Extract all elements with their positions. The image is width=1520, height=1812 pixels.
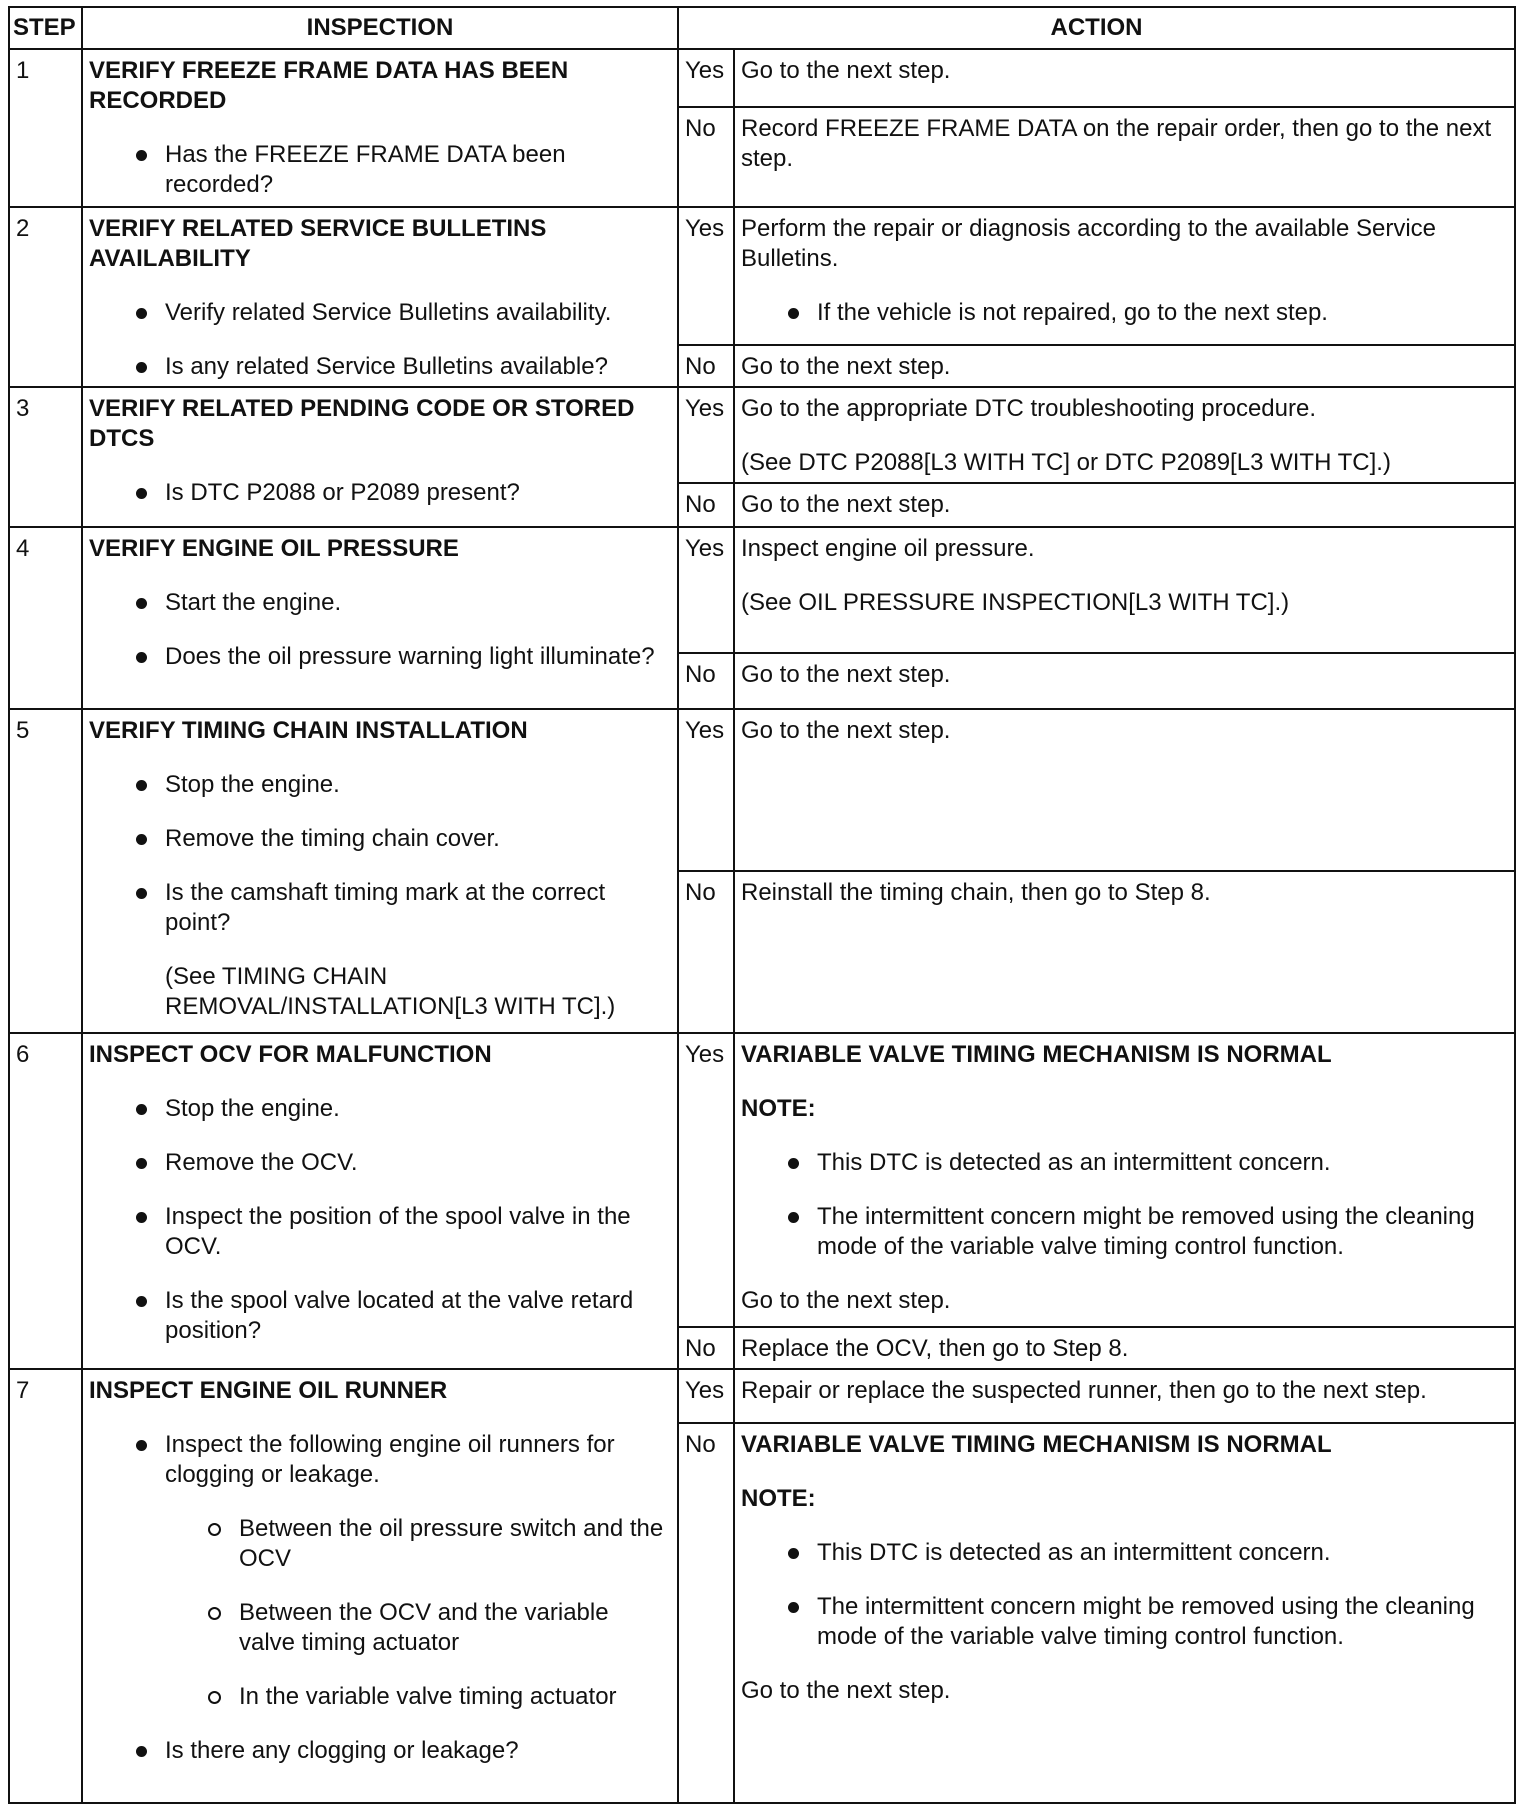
step-number: 7 <box>9 1369 82 1803</box>
step-6-yes-row <box>9 1033 1515 1327</box>
inspection-cell <box>82 527 678 709</box>
action-no: Go to the next step. <box>734 483 1515 527</box>
no-label: No <box>678 107 734 207</box>
step-1-yes-row <box>9 49 1515 107</box>
inspection-bullet: Has the FREEZE FRAME DATA been recorded? <box>89 140 671 200</box>
header-inspection: INSPECTION <box>82 7 678 49</box>
yes-label: Yes <box>678 1369 734 1423</box>
step-number: 6 <box>9 1033 82 1369</box>
action-yes <box>734 207 1515 345</box>
action-yes: Repair or replace the suspected runner, then go to the next step. <box>734 1369 1515 1423</box>
action-text: Go to the appropriate DTC troubleshooting procedure. <box>741 395 1317 422</box>
action-yes <box>734 527 1515 653</box>
yes-label: Yes <box>678 1033 734 1327</box>
yes-label: Yes <box>678 387 734 483</box>
no-label: No <box>678 871 734 1033</box>
step-number: 5 <box>9 709 82 1033</box>
step-number: 3 <box>9 387 82 527</box>
step-5-yes-row <box>9 709 1515 871</box>
step-3-yes-row <box>9 387 1515 483</box>
action-no: Go to the next step. <box>734 653 1515 709</box>
inspection-bullet: Remove the timing chain cover. <box>89 824 671 854</box>
action-title: VARIABLE VALVE TIMING MECHANISM IS NORMAL <box>741 1041 1332 1068</box>
inspection-sub-bullet: Between the oil pressure switch and the OCV <box>89 1514 671 1574</box>
action-no: Reinstall the timing chain, then go to Step 8. <box>734 871 1515 1033</box>
action-text: Inspect engine oil pressure. <box>741 535 1035 562</box>
inspection-title: VERIFY TIMING CHAIN INSTALLATION <box>89 717 528 744</box>
step-number: 4 <box>9 527 82 709</box>
yes-label: Yes <box>678 527 734 653</box>
inspection-bullet: Is the spool valve located at the valve retard position? <box>89 1286 671 1346</box>
no-label: No <box>678 483 734 527</box>
inspection-bullet: Is DTC P2088 or P2089 present? <box>89 478 671 508</box>
inspection-title: VERIFY RELATED SERVICE BULLETINS AVAILABILITY <box>89 215 547 272</box>
inspection-bullet: Remove the OCV. <box>89 1148 671 1178</box>
step-2-yes-row <box>9 207 1515 345</box>
inspection-cell <box>82 387 678 527</box>
action-reference: (See OIL PRESSURE INSPECTION[L3 WITH TC].) <box>741 589 1290 616</box>
note-bullet: The intermittent concern might be removed using the cleaning mode of the variable valve timing control function. <box>741 1202 1508 1262</box>
step-4-yes-row <box>9 527 1515 653</box>
action-text: Perform the repair or diagnosis according to the available Service Bulletins. <box>741 215 1437 272</box>
note-bullet: The intermittent concern might be removed using the cleaning mode of the variable valve timing control function. <box>741 1592 1508 1652</box>
inspection-cell <box>82 1369 678 1803</box>
action-text: Go to the next step. <box>741 1677 951 1704</box>
inspection-sub-bullet: In the variable valve timing actuator <box>89 1682 671 1712</box>
action-bullet: If the vehicle is not repaired, go to the next step. <box>741 298 1508 328</box>
action-no <box>734 1423 1515 1803</box>
no-label: No <box>678 653 734 709</box>
action-reference: (See DTC P2088[L3 WITH TC] or DTC P2089[L3 WITH TC].) <box>741 449 1391 476</box>
inspection-bullet: Stop the engine. <box>89 770 671 800</box>
inspection-cell <box>82 709 678 1033</box>
inspection-cell <box>82 49 678 207</box>
step-7-yes-row <box>9 1369 1515 1423</box>
diagnostic-procedure-table <box>8 6 1516 1804</box>
inspection-bullet: Is there any clogging or leakage? <box>89 1736 671 1766</box>
inspection-bullet: Start the engine. <box>89 588 671 618</box>
action-text: Go to the next step. <box>741 1287 951 1314</box>
inspection-sub-bullet: Between the OCV and the variable valve timing actuator <box>89 1598 671 1658</box>
inspection-bullet: Stop the engine. <box>89 1094 671 1124</box>
inspection-title: INSPECT OCV FOR MALFUNCTION <box>89 1041 492 1068</box>
action-yes: Go to the next step. <box>734 709 1515 871</box>
inspection-bullet: Inspect the following engine oil runners for clogging or leakage. <box>89 1430 671 1490</box>
inspection-bullet: Does the oil pressure warning light illuminate? <box>89 642 671 672</box>
header-action: ACTION <box>678 7 1515 49</box>
inspection-cell <box>82 1033 678 1369</box>
inspection-cell <box>82 207 678 387</box>
inspection-title: VERIFY RELATED PENDING CODE OR STORED DTCS <box>89 395 635 452</box>
action-yes: Go to the next step. <box>734 49 1515 107</box>
step-number: 2 <box>9 207 82 387</box>
action-yes <box>734 387 1515 483</box>
inspection-title: VERIFY FREEZE FRAME DATA HAS BEEN RECORDED <box>89 57 569 114</box>
action-no: Record FREEZE FRAME DATA on the repair order, then go to the next step. <box>734 107 1515 207</box>
inspection-bullet: Verify related Service Bulletins availability. <box>89 298 671 328</box>
inspection-reference: (See TIMING CHAIN REMOVAL/INSTALLATION[L3 WITH TC].) <box>165 963 616 1020</box>
inspection-bullet: Is any related Service Bulletins available? <box>89 352 671 382</box>
no-label: No <box>678 1423 734 1803</box>
inspection-title: INSPECT ENGINE OIL RUNNER <box>89 1377 448 1404</box>
action-yes <box>734 1033 1515 1327</box>
action-no: Go to the next step. <box>734 345 1515 387</box>
yes-label: Yes <box>678 49 734 107</box>
action-title: VARIABLE VALVE TIMING MECHANISM IS NORMAL <box>741 1431 1332 1458</box>
inspection-bullet: Inspect the position of the spool valve in the OCV. <box>89 1202 671 1262</box>
note-label: NOTE: <box>741 1485 816 1512</box>
inspection-bullet: Is the camshaft timing mark at the correct point? <box>89 878 671 938</box>
step-number: 1 <box>9 49 82 207</box>
yes-label: Yes <box>678 709 734 871</box>
inspection-title: VERIFY ENGINE OIL PRESSURE <box>89 535 459 562</box>
no-label: No <box>678 345 734 387</box>
action-no: Replace the OCV, then go to Step 8. <box>734 1327 1515 1369</box>
header-row <box>9 7 1515 49</box>
note-bullet: This DTC is detected as an intermittent concern. <box>741 1148 1508 1178</box>
header-step: STEP <box>9 7 82 49</box>
note-label: NOTE: <box>741 1095 816 1122</box>
note-bullet: This DTC is detected as an intermittent concern. <box>741 1538 1508 1568</box>
yes-label: Yes <box>678 207 734 345</box>
no-label: No <box>678 1327 734 1369</box>
